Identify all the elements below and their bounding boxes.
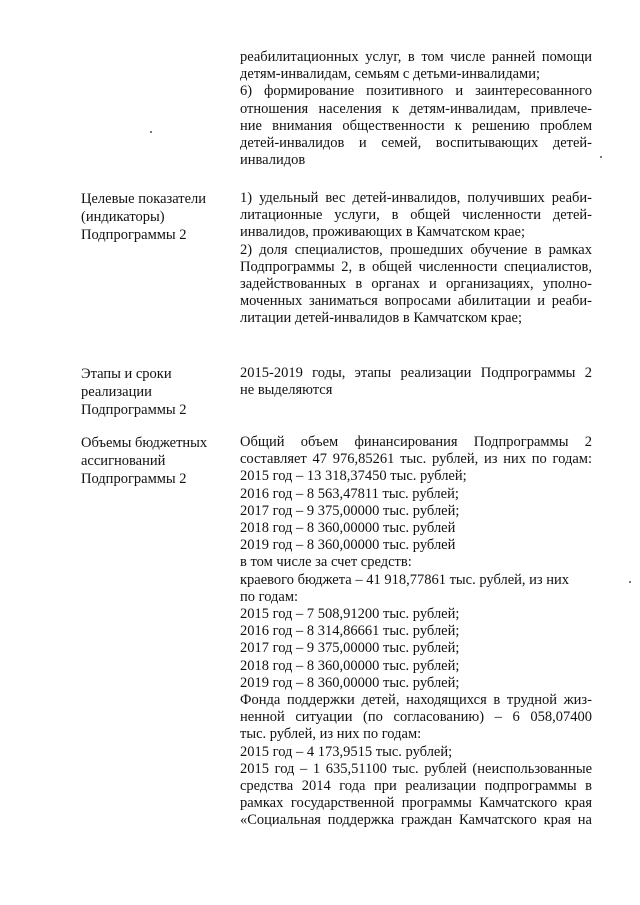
text-line: 2016 год – 8 314,86661 тыс. рублей; (240, 623, 460, 640)
row-1-label (81, 190, 231, 244)
label-line: реализации (81, 384, 152, 400)
text-line: средства 2014 года при реализации подпрограммы в (240, 778, 592, 795)
text-line: рамках государственной программы Камчатского края (240, 795, 592, 812)
row-1-text (240, 190, 592, 328)
text-line: 2015-2019 годы, этапы реализации Подпрограммы 2 (240, 365, 592, 381)
text-line: не выделяются (240, 382, 333, 399)
text-line: 2019 год – 8 360,00000 тыс. рублей (240, 537, 456, 554)
text-line: по годам: (240, 588, 299, 605)
text-line: задействованных в органах и организациях, уполно- (240, 276, 592, 293)
text-line: 2018 год – 8 360,00000 тыс. рублей (240, 520, 456, 537)
scan-speck (600, 156, 602, 158)
row-2-label (81, 365, 231, 419)
label-line: Подпрограммы 2 (81, 227, 187, 243)
text-line: составляет 47 976,85261 тыс. рублей, из них по годам: (240, 451, 592, 468)
text-line: 2015 год – 4 173,9515 тыс. рублей; (240, 743, 453, 760)
text-line: Фонда поддержки детей, находящихся в трудной жиз- (240, 692, 592, 709)
text-line: 2015 год – 1 635,51100 тыс. рублей (неиспользованные (240, 760, 592, 777)
text-line: инвалидов, проживающих в Камчатском крае; (240, 224, 526, 241)
text-line: в том числе за счет средств: (240, 554, 412, 571)
row-0-text (240, 49, 592, 169)
label-line: Целевые показатели (81, 191, 207, 207)
row-3-label (81, 434, 231, 488)
text-line: 6) формирование позитивного и заинтересованного (240, 83, 592, 100)
label-line: Подпрограммы 2 (81, 402, 187, 418)
label-line: Подпрограммы 2 (81, 471, 187, 487)
text-line: литационные услуги, в общей численности детей- (240, 207, 592, 224)
text-line: 2018 год – 8 360,00000 тыс. рублей; (240, 657, 460, 674)
text-line: детей-инвалидов и семей, воспитывающих детей- (240, 135, 592, 152)
text-line: реабилитационных услуг, в том числе ранней помощи (240, 49, 592, 65)
label-line: Этапы и сроки (81, 366, 172, 382)
text-line: 2019 год – 8 360,00000 тыс. рублей; (240, 674, 460, 691)
text-line: 2017 год – 9 375,00000 тыс. рублей; (240, 640, 460, 657)
label-line: (индикаторы) (81, 209, 165, 225)
text-line: детям-инвалидам, семьям с детьми-инвалидами; (240, 66, 541, 83)
text-line: краевого бюджета – 41 918,77861 тыс. рублей, из них (240, 571, 570, 588)
text-line: 2015 год – 7 508,91200 тыс. рублей; (240, 606, 460, 623)
text-line: 2015 год – 13 318,37450 тыс. рублей; (240, 468, 467, 485)
row-2-text (240, 365, 592, 399)
text-line: 1) удельный вес детей-инвалидов, получивших реаби- (240, 190, 592, 206)
text-line: литации детей-инвалидов в Камчатском крае; (240, 310, 522, 327)
text-line: 2016 год – 8 563,47811 тыс. рублей; (240, 485, 459, 502)
text-line: тыс. рублей, из них по годам: (240, 726, 422, 743)
text-line: Общий объем финансирования Подпрограммы 2 (240, 434, 592, 450)
label-line: ассигнований (81, 453, 166, 469)
text-line: 2017 год – 9 375,00000 тыс. рублей; (240, 502, 460, 519)
text-line: ние внимания общественности к решению проблем (240, 117, 592, 134)
text-line: ненной ситуации (по согласованию) – 6 058,07400 (240, 709, 592, 726)
label-line: Объемы бюджетных (81, 435, 208, 451)
text-line: Подпрограммы 2, в общей численности специалистов, (240, 258, 592, 275)
row-3-text (240, 434, 592, 830)
text-line: моченных заниматься вопросами абилитации и реаби- (240, 293, 592, 310)
text-line: отношения населения к детям-инвалидам, привлече- (240, 100, 592, 117)
scan-speck (150, 131, 152, 133)
text-line: инвалидов (240, 152, 306, 169)
scan-speck (629, 581, 631, 583)
text-line: «Социальная поддержка граждан Камчатского края на (240, 812, 592, 829)
text-line: 2) доля специалистов, прошедших обучение в рамках (240, 241, 592, 258)
